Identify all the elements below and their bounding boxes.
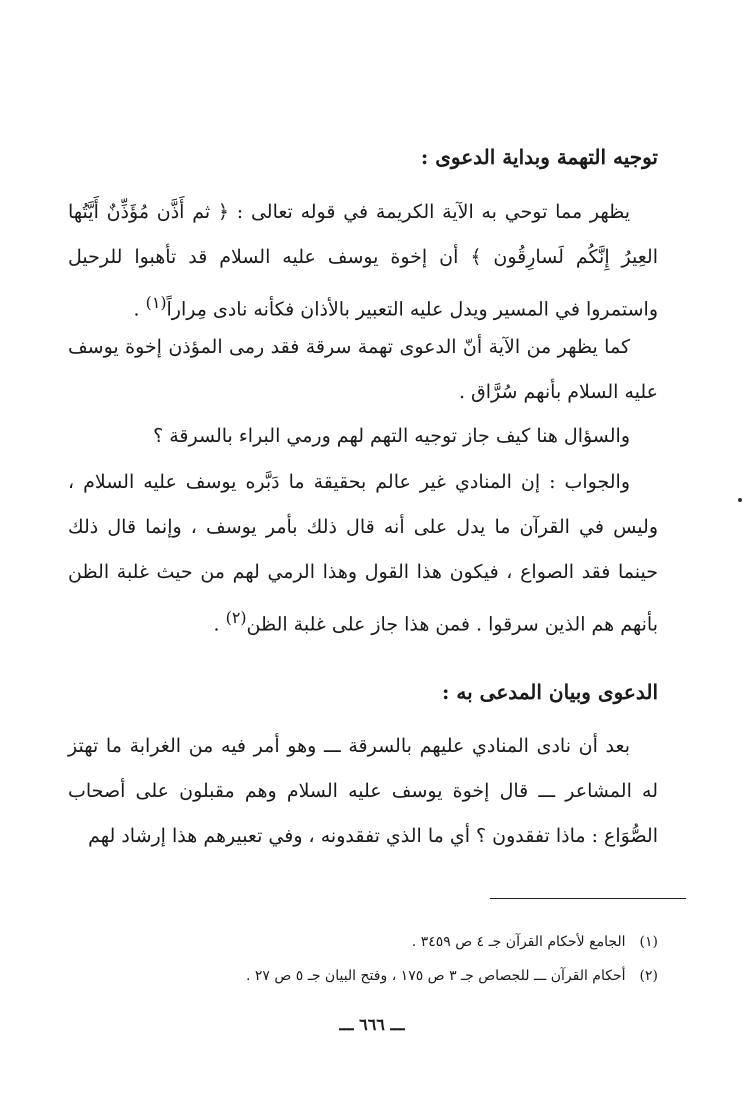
page-number: ـــ ٦٦٦ ـــ — [339, 1015, 405, 1034]
paragraph-text: والجواب : إن المنادي غير عالم بحقيقة ما دَبَّره يوسف عليه السلام ، وليس في القرآن ما يدل على أنه قال ذلك بأمر يوسف ، وإنما قال ذلك حينما فقد الصواع ، فيكون هذا القول وهذا الرمي لهم من حيث غلبة الظن بأنهم هم الذين سرقوا . فمن هذا جاز على غلبة الظن — [68, 471, 658, 636]
footnote-ref-1: (١) — [145, 293, 167, 312]
paragraph-answer — [68, 460, 658, 647]
margin-mark — [738, 498, 742, 502]
paragraph-accusation-theft: كما يظهر من الآية أنّ الدعوى تهمة سرقة فقد رمى المؤذن إخوة يوسف عليه السلام بأنهم سُرَّاق . — [68, 336, 658, 403]
footnote-number: (٢) — [639, 968, 658, 984]
paragraph-question: والسؤال هنا كيف جاز توجيه التهم لهم ورمي البراء بالسرقة ؟ — [153, 425, 630, 447]
paragraph-end: . — [213, 613, 226, 636]
paragraph-end: . — [133, 298, 146, 321]
section-heading-accusation: توجيه التهمة وبداية الدعوى : — [420, 145, 658, 169]
footnote-number: (١) — [639, 934, 658, 950]
footnote-text: الجامع لأحكام القرآن جـ ٤ ص ٣٤٥٩ . — [411, 934, 626, 950]
footnote-divider — [490, 898, 686, 899]
section-heading-claim: الدعوى وبيان المدعى به : — [442, 680, 658, 704]
footnote-item — [68, 959, 658, 993]
footnote-item — [68, 925, 658, 959]
paragraph-text: يظهر مما توحي به الآية الكريمة في قوله تعالى : ﴿ ثم أَذَّن مُؤَذِّنٌ أَيَّتُها العِيرُ إِنَّكُم لَسارِقُون ﴾ أن إخوة يوسف عليه السلام قد تأهبوا للرحيل واستمروا في المسير ويدل عليه التعبير بالأذان فكأنه نادى مِراراً — [68, 201, 658, 321]
footnotes — [68, 925, 658, 993]
paragraph-verse-intro — [68, 190, 658, 332]
footnote-ref-2: (٢) — [225, 608, 247, 627]
footnote-text: أحكام القرآن ـــ للجصاص جـ ٣ ص ١٧٥ ، وفتح البيان جـ ٥ ص ٢٧ . — [245, 968, 626, 984]
paragraph-claim: بعد أن نادى المنادي عليهم بالسرقة ـــ وهو أمر فيه من الغرابة ما تهتز له المشاعر ـــ قال إخوة يوسف عليه السلام وهم مقبلون على أصحاب الصُّوَاع : ماذا تفقدون ؟ أي ما الذي تفقدونه ، وفي تعبيرهم هذا إرشاد لهم — [68, 735, 658, 847]
